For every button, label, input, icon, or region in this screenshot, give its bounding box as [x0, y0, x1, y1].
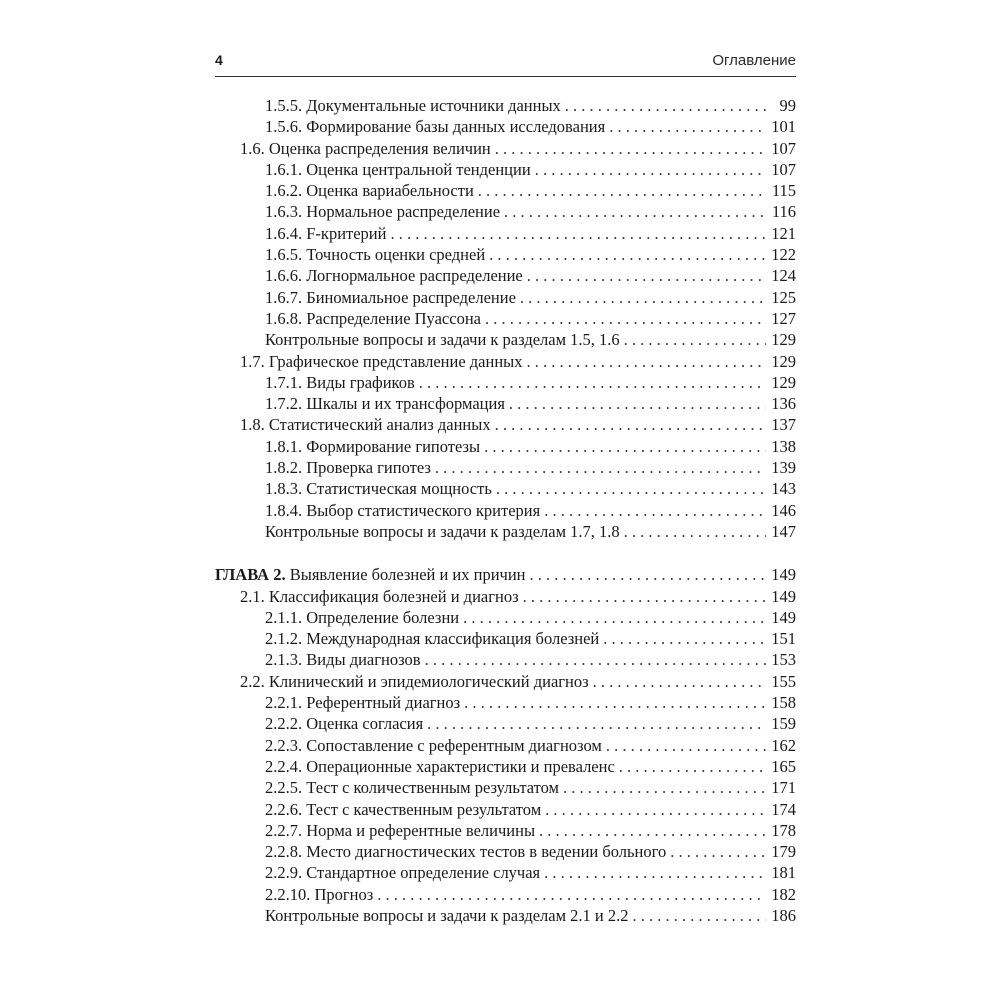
- toc-entry-title: 2.2.8. Место диагностических тестов в ведении больного: [265, 842, 667, 862]
- toc-entry-title: 1.6.5. Точность оценки средней: [265, 245, 486, 265]
- toc-page-number: 155: [771, 671, 796, 691]
- dot-leader: [544, 862, 766, 883]
- toc-page-number: 121: [771, 223, 796, 243]
- dot-leader: [496, 478, 766, 499]
- toc-entry: [215, 116, 796, 137]
- toc-entry-title: 1.6.7. Биномиальное распределение: [265, 287, 516, 307]
- dot-leader: [489, 244, 766, 265]
- toc-entry-title: [215, 564, 526, 585]
- toc-entry-title: 2.2.3. Сопоставление с референтным диагнозом: [265, 735, 602, 755]
- dot-leader: [606, 735, 766, 756]
- toc-entry: [215, 308, 796, 329]
- toc-entry-title: 1.8.1. Формирование гипотезы: [265, 436, 481, 456]
- toc-entry-title: 2.2.2. Оценка согласия: [265, 714, 424, 734]
- toc-entry: [215, 478, 796, 499]
- toc-entry: [215, 414, 796, 435]
- toc-entry: [215, 586, 796, 607]
- dot-leader: [419, 372, 766, 393]
- dot-leader: [464, 692, 766, 713]
- toc-page-number: 186: [771, 905, 796, 925]
- table-of-contents: [215, 95, 796, 926]
- toc-entry: [215, 777, 796, 798]
- dot-leader: [544, 500, 766, 521]
- dot-leader: [485, 308, 766, 329]
- toc-entry-title: 1.7.2. Шкалы и их трансформация: [265, 394, 505, 414]
- toc-page-number: 151: [771, 629, 796, 649]
- dot-leader: [435, 457, 766, 478]
- toc-entry: [215, 799, 796, 820]
- toc-entry: [215, 265, 796, 286]
- toc-entry: [215, 201, 796, 222]
- toc-page-number: 129: [771, 372, 796, 392]
- toc-entry-title: 1.8.4. Выбор статистического критерия: [265, 500, 541, 520]
- toc-page-number: 107: [771, 138, 796, 158]
- toc-entry: [215, 287, 796, 308]
- toc-page-number: 115: [771, 181, 796, 201]
- toc-entry-title: 2.2.6. Тест с качественным результатом: [265, 799, 542, 819]
- toc-entry: [215, 521, 796, 542]
- dot-leader: [523, 586, 766, 607]
- toc-entry: [215, 223, 796, 244]
- toc-entry-title: 2.2. Клинический и эпидемиологический диагноз: [240, 671, 589, 691]
- toc-entry-title: 2.2.7. Норма и референтные величины: [265, 820, 536, 840]
- dot-leader: [484, 436, 766, 457]
- toc-page-number: 99: [779, 96, 796, 115]
- toc-entry: [215, 138, 796, 159]
- dot-leader: [633, 905, 767, 926]
- toc-entry-title: 1.6.8. Распределение Пуассона: [265, 308, 481, 328]
- toc-page-number: 149: [771, 607, 796, 627]
- toc-entry-title: Контрольные вопросы и задачи к разделам 2.1 и 2.2: [265, 905, 629, 925]
- toc-entry-title: 1.6.3. Нормальное распределение: [265, 202, 501, 222]
- toc-entry-title: 1.6.6. Логнормальное распределение: [265, 266, 523, 286]
- toc-entry: [215, 436, 796, 457]
- dot-leader: [478, 180, 766, 201]
- toc-entry-title: 2.2.4. Операционные характеристики и преваленс: [265, 756, 615, 776]
- toc-page-number: 147: [771, 521, 796, 541]
- toc-page-number: 138: [771, 436, 796, 456]
- toc-entry: [215, 735, 796, 756]
- dot-leader: [593, 671, 766, 692]
- toc-page-number: 149: [771, 565, 796, 585]
- toc-page-number: 129: [771, 351, 796, 371]
- toc-page-number: 178: [771, 820, 796, 840]
- dot-leader: [527, 351, 767, 372]
- toc-entry-title: Контрольные вопросы и задачи к разделам 1.5, 1.6: [265, 330, 620, 350]
- toc-page-number: 171: [771, 778, 796, 798]
- dot-leader: [530, 564, 767, 585]
- toc-entry: [215, 628, 796, 649]
- chapter-label: ГЛАВА 2.: [215, 565, 286, 585]
- dot-leader: [670, 841, 766, 862]
- toc-entry-title: 1.6.4. F-критерий: [265, 223, 387, 243]
- toc-entry-title: 1.7.1. Виды графиков: [265, 372, 415, 392]
- toc-page-number: 125: [771, 287, 796, 307]
- toc-entry: [215, 671, 796, 692]
- toc-entry: [215, 244, 796, 265]
- toc-entry: [215, 841, 796, 862]
- toc-chapter-row: [215, 564, 796, 585]
- toc-page-number: 101: [771, 117, 796, 137]
- toc-entry: [215, 159, 796, 180]
- header-rule: [215, 76, 796, 77]
- dot-leader: [539, 820, 766, 841]
- toc-page-number: 124: [771, 266, 796, 286]
- toc-entry: [215, 500, 796, 521]
- toc-entry-title: Контрольные вопросы и задачи к разделам 1.7, 1.8: [265, 521, 620, 541]
- toc-page-number: 174: [771, 799, 796, 819]
- toc-page-number: 153: [771, 650, 796, 670]
- toc-entry-title: 1.7. Графическое представление данных: [240, 351, 523, 371]
- toc-entry-title: 2.1.1. Определение болезни: [265, 607, 460, 627]
- dot-leader: [425, 649, 766, 670]
- toc-page-number: 127: [771, 308, 796, 328]
- toc-page-number: 158: [771, 693, 796, 713]
- toc-entry: [215, 457, 796, 478]
- section-title: Оглавление: [712, 52, 796, 69]
- toc-page-number: 116: [771, 202, 796, 222]
- toc-entry: [215, 95, 796, 116]
- dot-leader: [495, 138, 766, 159]
- toc-page-number: 179: [771, 842, 796, 862]
- dot-leader: [504, 201, 766, 222]
- dot-leader: [609, 116, 766, 137]
- toc-entry: [215, 884, 796, 905]
- toc-page-number: 107: [771, 159, 796, 179]
- toc-entry: [215, 351, 796, 372]
- toc-page-number: 159: [771, 714, 796, 734]
- dot-leader: [545, 799, 766, 820]
- toc-entry-title: 1.8.2. Проверка гипотез: [265, 458, 431, 478]
- dot-leader: [563, 777, 766, 798]
- toc-entry: [215, 607, 796, 628]
- toc-entry-title: 2.2.5. Тест с количественным результатом: [265, 778, 559, 798]
- toc-entry: [215, 820, 796, 841]
- toc-page-number: 122: [771, 245, 796, 265]
- toc-page-number: 143: [771, 479, 796, 499]
- toc-entry-title: 2.2.1. Референтный диагноз: [265, 693, 461, 713]
- toc-entry: [215, 713, 796, 734]
- toc-page-number: 162: [771, 735, 796, 755]
- toc-entry-title: 2.1.2. Международная классификация болезней: [265, 629, 600, 649]
- toc-entry-title: 2.2.9. Стандартное определение случая: [265, 863, 541, 883]
- toc-page-number: 165: [771, 756, 796, 776]
- dot-leader: [520, 287, 766, 308]
- toc-entry: [215, 756, 796, 777]
- toc-entry-title: 2.1. Классификация болезней и диагноз: [240, 586, 519, 606]
- toc-entry: [215, 905, 796, 926]
- dot-leader: [624, 329, 766, 350]
- toc-page-number: 146: [771, 500, 796, 520]
- toc-entry: [215, 372, 796, 393]
- page-number: 4: [215, 52, 224, 68]
- chapter-title: Выявление болезней и их причин: [289, 565, 526, 585]
- toc-entry-title: 1.5.5. Документальные источники данных: [265, 96, 561, 115]
- dot-leader: [624, 521, 766, 542]
- toc-entry-title: 1.8. Статистический анализ данных: [240, 415, 491, 435]
- toc-entry: [215, 692, 796, 713]
- dot-leader: [603, 628, 766, 649]
- toc-page-number: 182: [771, 884, 796, 904]
- toc-entry-title: 2.2.10. Прогноз: [265, 884, 374, 904]
- dot-leader: [535, 159, 766, 180]
- toc-entry-title: 1.5.6. Формирование базы данных исследования: [265, 117, 606, 137]
- toc-entry-title: 2.1.3. Виды диагнозов: [265, 650, 421, 670]
- toc-entry: [215, 393, 796, 414]
- dot-leader: [377, 884, 766, 905]
- toc-entry-title: 1.6. Оценка распределения величин: [240, 138, 491, 158]
- dot-leader: [495, 414, 766, 435]
- toc-entry: [215, 649, 796, 670]
- toc-page-number: 137: [771, 415, 796, 435]
- toc-entry-title: 1.6.1. Оценка центральной тенденции: [265, 159, 531, 179]
- dot-leader: [463, 607, 766, 628]
- dot-leader: [390, 223, 766, 244]
- dot-leader: [527, 265, 766, 286]
- toc-page-number: 149: [771, 586, 796, 606]
- toc-page-number: 139: [771, 458, 796, 478]
- page-header: [215, 50, 796, 76]
- dot-leader: [427, 713, 766, 734]
- toc-page-number: 181: [771, 863, 796, 883]
- toc-page-number: 129: [771, 330, 796, 350]
- toc-entry-title: 1.6.2. Оценка вариабельности: [265, 181, 474, 201]
- toc-entry: [215, 862, 796, 883]
- dot-leader: [619, 756, 766, 777]
- dot-leader: [565, 95, 766, 116]
- toc-page-number: 136: [771, 394, 796, 414]
- toc-entry-title: 1.8.3. Статистическая мощность: [265, 479, 492, 499]
- toc-entry: [215, 180, 796, 201]
- toc-entry: [215, 329, 796, 350]
- dot-leader: [509, 393, 766, 414]
